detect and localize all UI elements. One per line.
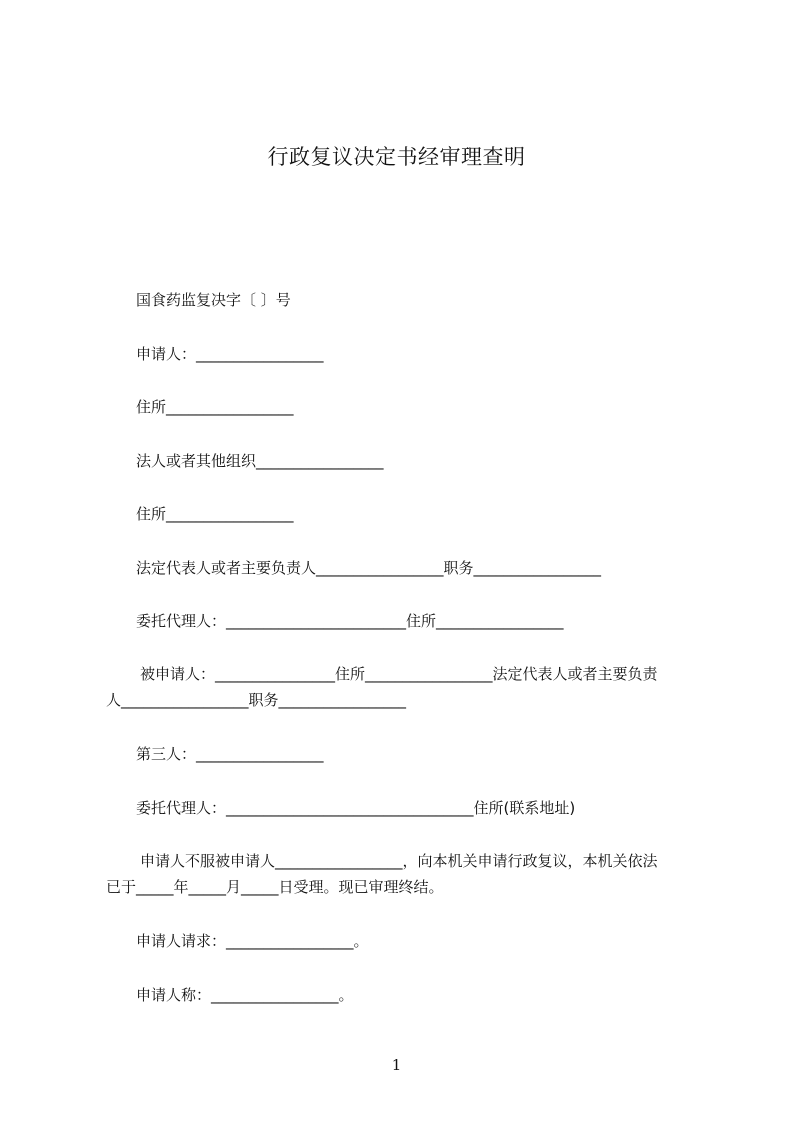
applicant-claim-line: 申请人称：_________________。 [136, 986, 354, 1004]
third-party-line: 第三人：_________________ [136, 745, 324, 763]
agent-line: 委托代理人：________________________住所_________________ [136, 612, 564, 630]
respondent-line-continued: 人_________________职务_________________ [106, 691, 407, 709]
decision-number-line: 国食药监复决字〔 〕号 [136, 291, 291, 309]
applicant-address-line: 住所_________________ [136, 398, 294, 416]
application-statement-line: 申请人不服被申请人_________________，向本机关申请行政复议，本机关依法 [140, 852, 658, 870]
document-title: 行政复议决定书经审理查明 [267, 145, 526, 169]
applicant-request-line: 申请人请求：_________________。 [136, 932, 369, 950]
respondent-line: 被申请人：________________住所_________________法定代表人或者主要负责 [140, 665, 658, 683]
applicant-line: 申请人：_________________ [136, 345, 324, 363]
legal-person-line: 法人或者其他组织_________________ [136, 452, 384, 470]
legal-representative-line: 法定代表人或者主要负责人_________________职务_________________ [136, 559, 602, 577]
third-party-agent-line: 委托代理人：_________________________________住所(联系地址) [136, 799, 576, 817]
page-number: 1 [391, 1056, 402, 1074]
legal-person-address-line: 住所_________________ [136, 505, 294, 523]
application-statement-line-continued: 已于_____年_____月_____日受理。现已审理终结。 [106, 878, 444, 896]
